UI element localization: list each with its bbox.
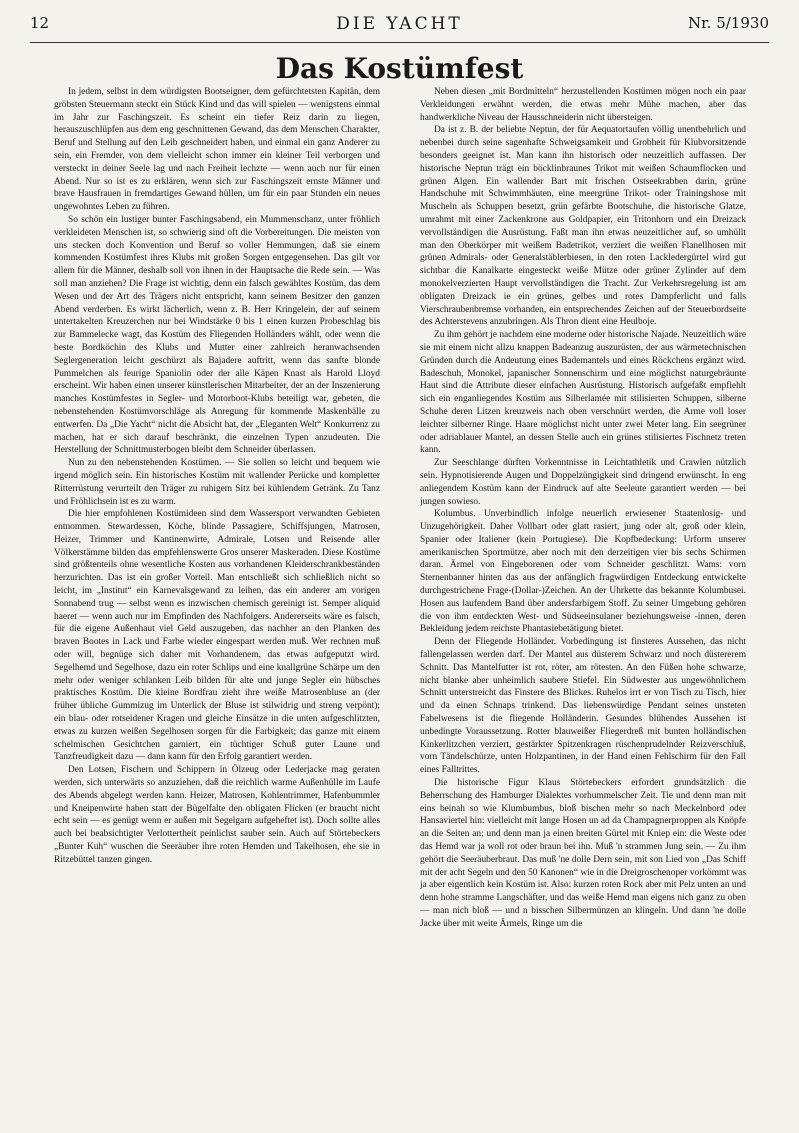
paragraph: Zu ihm gehört je nachdem eine moderne oder historische Najade. Neuzeitlich wäre sie mit einem nicht allzu knappen Badeanzug auszurüsten, der aus wärmetechnischen Gründen durch die Andeutung eines Bademantels und eines Röckchens ergänzt wird. Badeschuh, Monokel, japanischer Sonnenschirm und eine möglichst naturgebräunte Haut sind die Attribute dieser einfachen Ausrüstung. Historisch aufgefaßt empfiehlt sich ein enganliegendes Kostüm aus Silberlamée mit stilisierten Schuppen, silberne Schuhe deren Litzen kreuzweis nach oben verschnürt werden, die Arme voll loser leichter silberner Ringe. Haare möglichst nicht unter zwei Meter lang. Ein seegrüner oder adriablauer Mantel, an dessen Stelle auch ein grünes stilisiertes Fischnetz treten kann.: [420, 330, 746, 456]
paragraph: In jedem, selbst in dem würdigsten Bootseigner, dem gefürchtetsten Kapitän, dem gröbsten Steuermann steckt ein Stück Kind und das will spielen — wenigstens einmal im Jahr zur Faschingszeit. Es scheint ein tiefer Reiz darin zu liegen, herauszuschlüpfen aus dem eng geschnittenen Gewand, das dem Menschen Charakter, Beruf und Stellung auf den Leib geschneidert haben, und einmal ein ganz Anderer zu sein, ein Fremder, von dem vielleicht schon immer ein kleiner Teil verborgen und versteckt in deiner Seele lag und nach Freiheit lechzte — wenn auch nur für einen Abend. Nur so ist es zu erklären, wenn sich zur Faschingszeit ernste Männer und brave Hausfrauen in fremdartiges Gewand hüllen, um für ein paar Stunden ein neues ungewohntes Leben zu führen.: [54, 87, 380, 213]
paragraph: Zur Seeschlange dürften Vorkenntnisse in Leichtathletik und Crawlen nützlich sein. Hypnotisierende Augen und Doppelzüngigkeit sind dringend erwünscht. In eng anliegendem Kostüm kann der Eindruck auf alte Seeleute garantiert werden — bei jungen sowieso.: [420, 458, 746, 507]
paragraph: Nun zu den nebenstehenden Kostümen. — Sie sollen so leicht und bequem wie irgend möglich sein. Ein historisches Kostüm mit wallender Perücke und kompletter Ritterrüstung verurteilt den Träger zu ruhigem Sitz bei kühlendem Getränk. Zu Tanz und Fröhlichsein ist es zu warm.: [54, 458, 380, 507]
header-rule: [30, 42, 769, 43]
article-title: Das Kostümfest: [275, 52, 524, 85]
paragraph: Kolumbus. Unverbindlich infolge neuerlich erwiesener Staatenlosig- und Unzugehörigkeit. Daher Vollbart oder glatt rasiert, jung oder alt, groß oder klein, Spanier oder Italiener (kein Portugiese). Die Kopfbedeckung: Urform unserer amerikanischen Sportmütze, aber noch mit den derzeitigen vier bis sechs Schirmen daran. Ärmel von Eingeborenen oder vom Schneider geschlitzt. Wams: vorn Sternenbanner hinten das aus der anfänglich fragwürdigen Entdeckung entwickelte durchgestrichene Frage-(Dollar-)Zeichen. An der Uhrkette das bekannte Kolumbusei. Hosen aus laufendem Band über andersfarbigem Stoff. Zu seiner Umgebung gehören die von ihm entdeckten West- und Südseeinsulaner beziehungsweise -innen, deren Bekleidung jedem reichste Phantasiebetätigung bietet.: [420, 509, 746, 635]
journal-name: DIE YACHT: [336, 14, 463, 34]
page-number: 12: [30, 14, 50, 32]
paragraph: Denn der Fliegende Holländer. Vorbedingung ist finsteres Aussehen, das nicht fallengelassen werden darf. Der Mantel aus düsterem Schwarz und noch düstererem Schnitt. Das Mantelfutter ist rot, röter, am rötesten. An den Füßen hohe schwarze, nicht blanke aber unheimlich saubere Stiefel. Ein Südwester aus ungewöhnlichem Schnitt unterstreicht das Finstere des Blickes. Ruhelos irrt er von Tisch zu Tisch, hier und da einen Schnaps trinkend. Das liebenswürdige Pendant seines unsteten Fabelwesens ist die fliegende Holländerin. Gesundes blühendes Aussehen ist unbedingte Voraussetzung. Rotter blauweißer Fliegerdreß mit bunten holländischen Kinkerlitzchen verziert, gestärkter Spitzenkragen rüschenprudelnder Reizverschluß, vorn Tändelschürze, unten Holzpantinen, in der Hand einen Fehlschirm für den Fall eines Falltrittes.: [420, 637, 746, 776]
paragraph: Da ist z. B. der beliebte Neptun, der für Aequatortaufen völlig unentbehrlich und nebenbei durch seine sagenhafte Schweigsamkeit und Grobheit für Klubvorsitzende besonders geeignet ist. Man kann ihn historisch oder neuzeitlich auffassen. Der historische Neptun trägt ein böcklinbraunes Trikot mit weißen Schaumflocken und grünen Algen. Ein wallender Bart mit frischen Ostseekrabben darin, grüne Handschuhe mit Schwimmhäuten, eine meergrüne Trikot- oder Trainingshose mit Muscheln als Schuppen besetzt, grün gefärbte Bootschuhe, die historische Glatze, umrahmt mit einer Zackenkrone aus Goldpapier, ein Tritonhorn und ein Dreizack vervollständigen die Ausrüstung. Faßt man ihn etwas neuzeitlicher auf, so umhüllt man den Oberkörper mit weißem Badetrikot, verziert die weißen Flanellhosen mit grünen Admirals- oder Generalstäblerbiesen, in den roten Lackledergürtel wird gut sichtbar die Kanalkarte eingesteckt weiße Mütze oder grüner Zylinder auf dem monokelverzierten Haupt vervollständigen die Tracht. Zur Verkehrsregelung ist am obligaten Dreizack ie ein grünes, gelbes und rotes Dampferlicht und falls Vierschraubenbremse vorhanden, ein entsprechendes Zeichen auf der Steuerbordseite des Achterstevens anzubringen. Als Thron dient eine Heulboje.: [420, 125, 746, 328]
paragraph: Die historische Figur Klaus Störtebeckers erfordert grundsätzlich die Beherrschung des Hamburger Dialektes vorhummelscher Zeit. Tie und denn man mit eins beinah so wie Klumbumbus, bloß bischen mehr so nach Meckelnbord oder Hansaviertel hin: vielleicht mit lange Hosen un ad da Champagnerproppen als Knöpfe an die Seiten an; und denn man ja einen breiten Gürtel mit Kniep ein: die Weste oder das Hemd war ja woll rot oder braun bei ihn. Muß 'n strammen Jung sein. — Zu ihm gehört die Seeräuberbraut. Das muß 'ne dolle Dern sein, mit son Lied von „Das Schiff mit der acht Segeln und den 50 Kanonen“ wie in die Dreigroschenoper vorkömmt was ja aber eigentlich kein Kostüm ist. Also: kurzen roten Rock aber mit Pelz unten an und denn hohe stramme Langschäfter, und das weiße Hemd man eigens nich ganz zu oben — man nich bloß — und n bisschen Silbermünzen an klingeln. Und dann 'ne dolle Jacke über mit weite Ärmels, Ringe um die: [420, 778, 746, 929]
issue-number: Nr. 5/1930: [688, 14, 769, 32]
paragraph: Den Lotsen, Fischern und Schippern in Ölzeug oder Lederjacke mag geraten werden, sich unterwärts so anzuziehen, daß die reichlich warme Außenhülle im Laufe des Abends abgelegt werden kann. Heizer, Matrosen, Kohlentrimmer, Hafenbummler und Kneipenwirte haben statt der Bügelfalte den obligaten Flicken (er braucht nicht echt sein — es genügt wenn er außen mit Segelgarn aufgeheftet ist). Doch sollte alles auch bei beabsichtigter Verlottertheit peinlichst sauber sein. Auch auf Störtebeckers „Bunter Kuh“ wuschen die Seeräuber ihre roten Hemden und Takelhosen, ehe sie in Ritzebüttel tanzen gingen.: [54, 765, 380, 865]
paragraph: So schön ein lustiger bunter Faschingsabend, ein Mummenschanz, unter fröhlich verkleideten Menschen ist, so schwierig sind oft die Vorbereitungen. Die meisten von uns stecken doch Konvention und Beruf so voller Hemmungen, daß sie einem kommenden Kostümfest ihres Klubs mit großen Sorgen entgegensehen. Das gilt vor allem für die Männer, deshalb soll von ihnen in der Hauptsache die Rede sein. — Was soll man anziehen? Die Frage ist wichtig, denn ein falsch gewähltes Kostüm, das dem Wesen und der Art des Trägers nicht entspricht, kann seinem Besitzer den ganzen Abend verderben. Es wirkt lächerlich, wenn z. B. Herr Kringelein, der auf seinem untertakelten Kreuzerchen nur bei Windstärke 0 bis 1 einen kurzen Probeschlag bis zur Bammelecke wagt, das Kostüm des Fliegenden Holländers wählt, oder wenn die beste Bordköchin des Klubs und Mutter einer zahlreich heranwachsenden Seglergeneration leicht geschürzt als Bajadere auftritt, wenn das sanfte blonde Pummelchen als feurige Spaniolin oder der alle Käpen Knast als Harold Lloyd erscheint. Wir haben einen unserer künstlerischen Mitarbeiter, der an der Inszenierung manches Kostümfestes in Segler- und Motorboot-Klubs beteiligt war, gebeten, die nebenstehenden Kostümvorschläge als Anregung für kommende Maskenbälle zu entwerfen. Da „Die Yacht“ nicht die Absicht hat, der „Eleganten Welt“ Konkurrenz zu machen, hat er sich darauf beschränkt, die einzelnen Typen anzudeuten. Die Herstellung der Schnittmusterbogen bleibt dem Schneider überlassen.: [54, 214, 380, 456]
paragraph: Neben diesen „mit Bordmitteln“ herzustellenden Kostümen mögen noch ein paar Verkleidungen erwähnt werden, die etwas mehr Mühe machen, aber das handwerkliche Niveau der Hausschneiderin nicht übersteigen.: [420, 87, 746, 123]
running-head: [30, 14, 769, 38]
right-column: [420, 86, 746, 1106]
paragraph: Die hier empfohlenen Kostümideen sind dem Wassersport verwandten Gebieten entnommen. Stewardessen, Köche, blinde Passagiere, Schiffsjungen, Matrosen, Heizer, Trimmer und Kantinenwirte, Admirale, Lotsen und Reisende aller Völkerstämme bilden das empfehlenswerte Gros unserer Maskeraden. Diese Kostüme sind größtenteils ohne wesentliche Kosten aus vorhandenen Kleiderschrankbeständen herzurichten. Das ist ein großer Vorteil. Man entschließt sich schließlich nicht so leicht, im „Institut“ ein Karnevalsgewand zu leihen, das ein anderer am vorigen Sonnabend trug — selbst wenn es inzwischen chemisch gereinigt ist. Semper aliquid haeret — wenn auch nur im Empfinden des Nachfolgers. Andererseits wäre es falsch, für die eigene Außenhaut viel Geld auszugeben, das nachher an den Planken des braven Bootes in Lack und Farbe wieder eingespart werden muß. Wer rechnen muß oder will, begnüge sich daher mit Vorhandenem, das etwas aufgeputzt wird. Segelhemd und Segelhose, dazu ein roter Schlips und eine knallgrüne Schärpe um den mehr oder weniger schlanken Leib bilden für alte und junge Segler ein hübsches praktisches Kostüm. Die kleine Bordfrau zieht ihre weiße Matrosenbluse an (der früher übliche Gummizug im Unterlick der Bluse ist stilwidrig und streng verpönt); ein blau- oder rotseidener Kragen und gleiche Einsätze in die unten aufgeschlitzten, etwas zu kurzen weißen Segelhosen sorgen für die Farbigkeit; das ganze mit einem schelmischen Gesichtchen garniert, ein tüchtiger Schuß guter Laune und Tanzfreudigkeit dazu — dann kann für den Erfolg garantiert werden.: [54, 509, 380, 763]
left-column: [54, 86, 380, 1106]
